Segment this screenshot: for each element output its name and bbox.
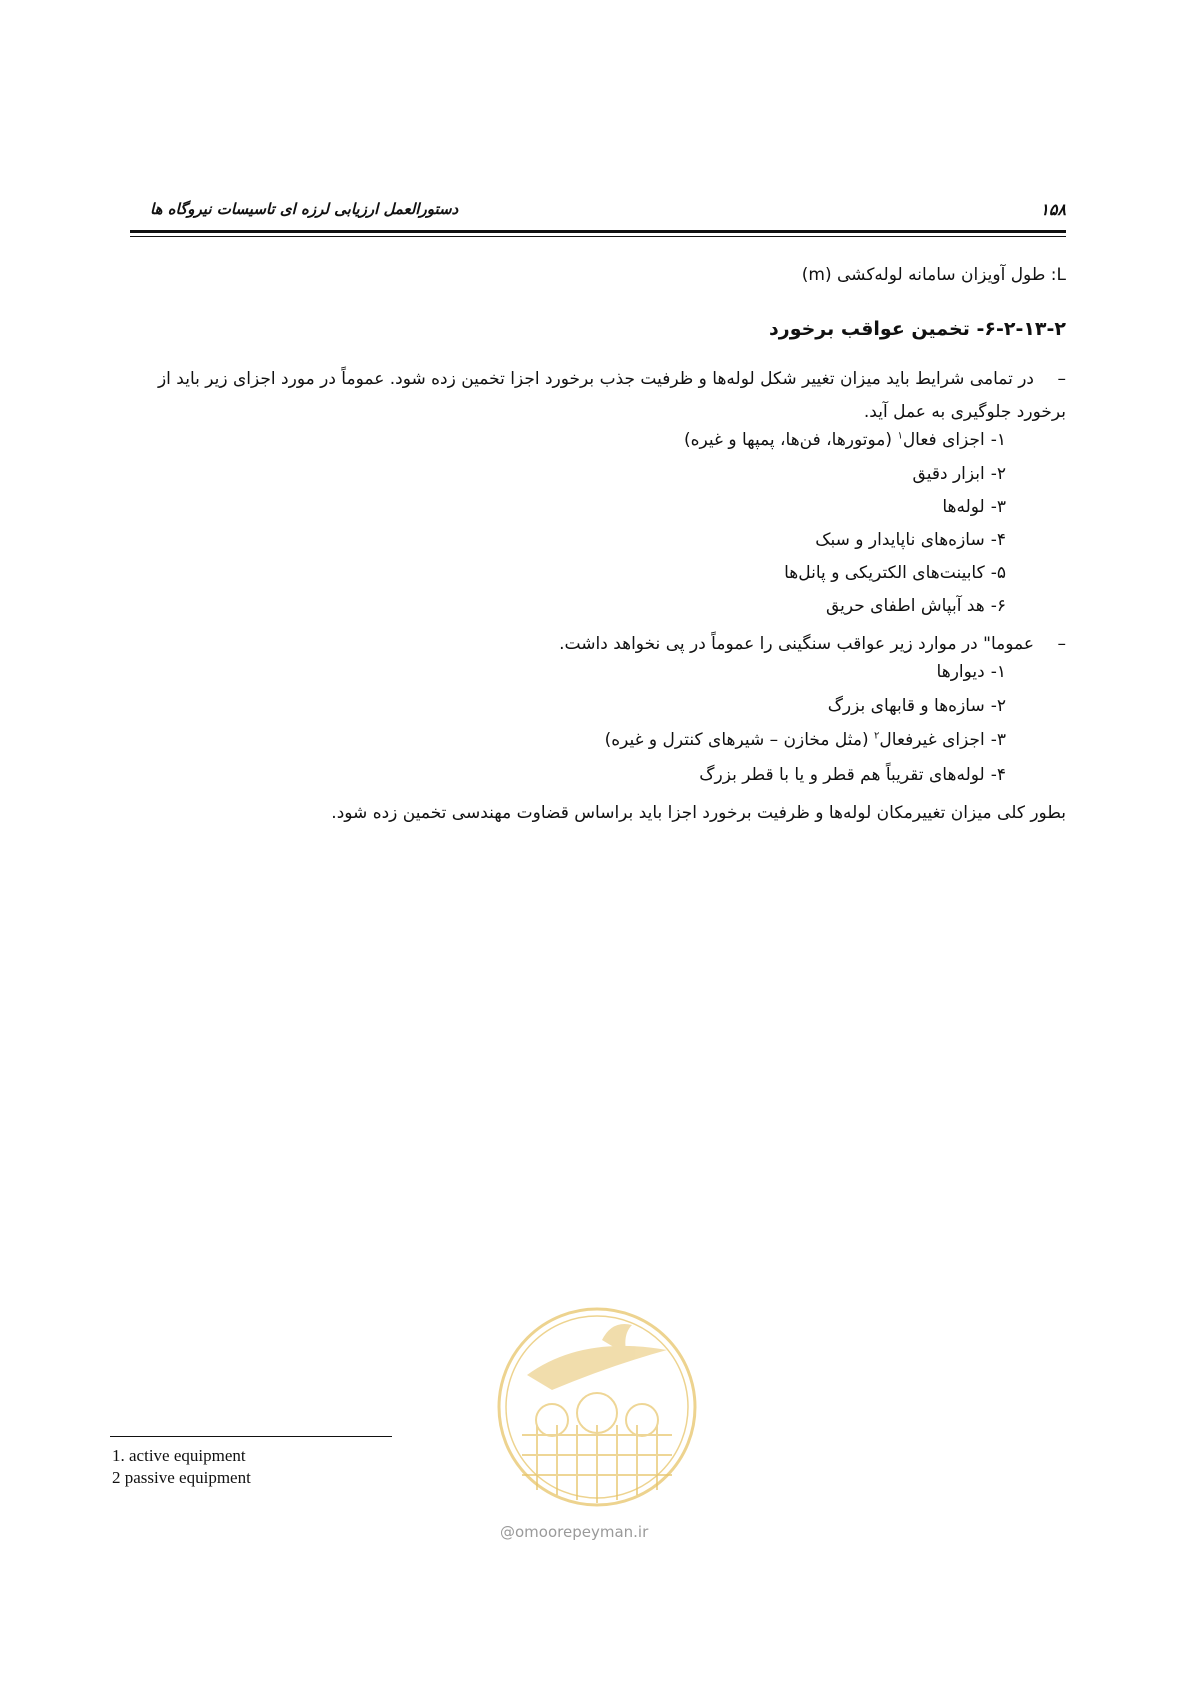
list-item-text: سازه‌های ناپایدار و سبک — [815, 530, 985, 550]
footnote-1: 1. active equipment — [112, 1446, 246, 1465]
list-item — [605, 730, 1006, 750]
list-item-number: ۳- — [990, 730, 1006, 750]
definition-line: L: طول آویزان سامانه لوله‌کشی (m) — [801, 265, 1066, 285]
list-item-number: ۱- — [990, 430, 1006, 450]
bullet-paragraph-1 — [121, 363, 1066, 429]
list-item-number: ۶- — [990, 596, 1006, 616]
list-item — [784, 563, 1006, 583]
list-item-text: دیوارها — [936, 662, 985, 682]
list-item-number: ۲- — [990, 696, 1006, 716]
list-item — [937, 662, 1006, 682]
list-item — [684, 430, 1006, 450]
list-item — [826, 596, 1006, 616]
list-item — [828, 696, 1006, 716]
list-item-text: سازه‌ها و قابهای بزرگ — [827, 696, 985, 716]
list-item-number: ۱- — [990, 662, 1006, 682]
watermark-logo-icon — [492, 1295, 702, 1520]
bullet-text: در تمامی شرایط باید میزان تغییر شکل لوله‌ها و ظرفیت جذب برخورد اجزا تخمین زده شود. عموماً در مورد اجزای زیر باید از برخورد جلوگیری به عمل آید. — [157, 369, 1066, 422]
page-number: ۱۵۸ — [1040, 200, 1066, 219]
list-item-text: اجزای غیرفعال — [879, 730, 985, 750]
list-item-text: هد آبپاش اطفای حریق — [825, 596, 985, 616]
list-item-number: ۴- — [990, 530, 1006, 550]
bullet-dash: – — [1057, 634, 1066, 654]
running-head: دستورالعمل ارزیابی لرزه ای تاسیسات نیروگاه ها — [150, 200, 459, 218]
footnote-separator — [110, 1436, 392, 1437]
list-item-number: ۳- — [990, 497, 1006, 517]
list-item-text: اجزای فعال — [902, 430, 985, 450]
list-item-number: ۲- — [990, 464, 1006, 484]
header-rule-thick — [130, 230, 1066, 233]
bullet-dash: – — [1057, 369, 1066, 389]
list-item-text: لوله‌های تقریباً هم قطر و یا با قطر بزرگ — [699, 765, 985, 785]
footnote-marker: ۲ — [874, 730, 880, 742]
list-item-number: ۵- — [990, 563, 1006, 583]
list-item-text: ابزار دقیق — [912, 464, 985, 484]
page-header — [130, 200, 1066, 230]
footnote-marker: ۱ — [897, 430, 903, 442]
list-item — [815, 530, 1006, 550]
list-item — [913, 464, 1006, 484]
watermark-url: @omoorepeyman.ir — [500, 1523, 649, 1541]
bullet-text: عموما" در موارد زیر عواقب سنگینی را عموماً در پی نخواهد داشت. — [559, 634, 1034, 654]
list-item-text-suffix: (موتورها، فن‌ها، پمپها و غیره) — [683, 430, 898, 450]
footnote-2: 2 passive equipment — [112, 1468, 251, 1487]
list-item-text: لوله‌ها — [942, 497, 985, 517]
section-heading: ۶-۲-۱۳-۲- تخمین عواقب برخورد — [769, 318, 1066, 340]
list-item — [699, 765, 1006, 785]
bullet-paragraph-2 — [121, 628, 1066, 661]
list-item-number: ۴- — [990, 765, 1006, 785]
list-item-text: کابینت‌های الکتریکی و پانل‌ها — [784, 563, 985, 583]
header-rule-thin — [130, 236, 1066, 237]
list-item-text-suffix: (مثل مخازن – شیرهای کنترل و غیره) — [604, 730, 875, 750]
closing-paragraph: بطور کلی میزان تغییرمکان لوله‌ها و ظرفیت برخورد اجزا باید براساس قضاوت مهندسی تخمین زده شود. — [331, 803, 1066, 823]
list-item — [942, 497, 1006, 517]
